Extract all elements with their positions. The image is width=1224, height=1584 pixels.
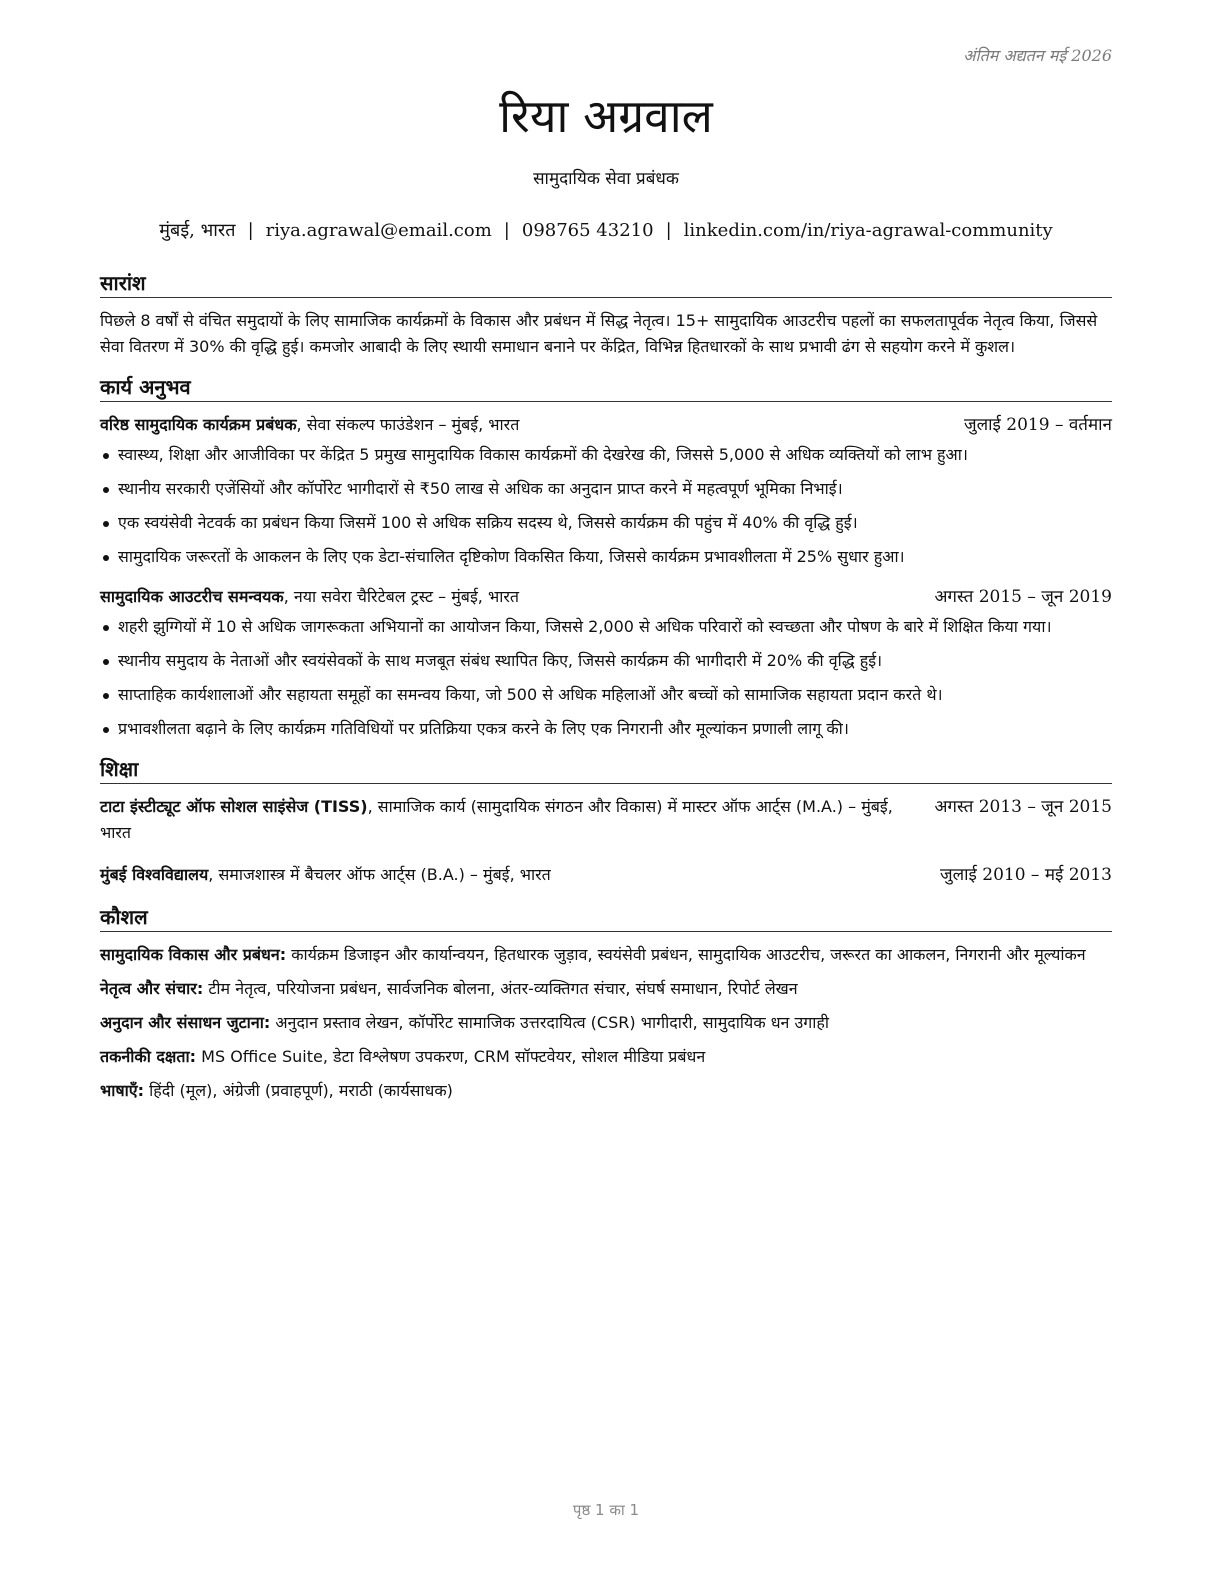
education-institution-detail xyxy=(100,862,940,888)
job-bullets xyxy=(100,442,1112,570)
education-detail: , सामाजिक कार्य (सामुदायिक संगठन और विकास) में मास्टर ऑफ आर्ट्स (M.A.) – मुंबई, भारत xyxy=(100,797,893,842)
job-entry xyxy=(100,412,1112,570)
education-dates: जुलाई 2010 – मई 2013 xyxy=(939,865,1112,885)
job-role: वरिष्ठ सामुदायिक कार्यक्रम प्रबंधक xyxy=(100,415,297,434)
education-entry xyxy=(100,862,1112,888)
education-dates: अगस्त 2013 – जून 2015 xyxy=(934,797,1112,817)
contact-location: मुंबई, भारत xyxy=(159,220,236,241)
summary-text: पिछले 8 वर्षों से वंचित समुदायों के लिए सामाजिक कार्यक्रमों के विकास और प्रबंधन में सिद्ध नेतृत्व। 15+ सामुदायिक आउटरीच पहलों का सफलतापूर्वक नेतृत्व किया, जिससे सेवा वितरण में 30% की वृद्धि हुई। कमजोर आबादी के लिए स्थायी समाधान बनाने पर केंद्रित, विभिन्न हितधारकों के साथ प्रभावी ढंग से सहयोग करने में कुशल। xyxy=(100,311,1098,356)
job-bullet: सामुदायिक जरूरतों के आकलन के लिए एक डेटा-संचालित दृष्टिकोण विकसित किया, जिससे कार्यक्रम प्रभावशीलता में 25% सुधार हुआ। xyxy=(100,544,1112,570)
job-entry xyxy=(100,584,1112,742)
skill-label: तकनीकी दक्षता: xyxy=(100,1047,197,1066)
education-section xyxy=(100,756,1112,888)
resume-body xyxy=(100,270,1112,1112)
skill-value: टीम नेतृत्व, परियोजना प्रबंधन, सार्वजनिक बोलना, अंतर-व्यक्तिगत संचार, संघर्ष समाधान, रिपोर्ट लेखन xyxy=(203,979,798,998)
contact-phone: 098765 43210 xyxy=(521,220,654,241)
skill-value: कार्यक्रम डिजाइन और कार्यान्वयन, हितधारक जुड़ाव, स्वयंसेवी प्रबंधन, सामुदायिक आउटरीच, जरूरत का आकलन, निगरानी और मूल्यांकन xyxy=(286,945,1086,964)
candidate-name: रिया अग्रवाल xyxy=(499,89,713,143)
contact-linkedin[interactable]: linkedin.com/in/riya-agrawal-community xyxy=(683,220,1053,241)
skill-label: अनुदान और संसाधन जुटाना: xyxy=(100,1013,271,1032)
experience-heading: कार्य अनुभव xyxy=(100,374,1112,402)
contact-separator: | xyxy=(247,220,254,241)
job-bullet: स्थानीय सरकारी एजेंसियों और कॉर्पोरेट भागीदारों से ₹50 लाख से अधिक का अनुदान प्राप्त करने में महत्वपूर्ण भूमिका निभाई। xyxy=(100,476,1112,502)
job-dates: अगस्त 2015 – जून 2019 xyxy=(934,587,1112,607)
summary-section xyxy=(100,270,1112,360)
education-institution-detail xyxy=(100,794,934,846)
resume-page xyxy=(100,0,1112,1584)
education-institution: मुंबई विश्वविद्यालय xyxy=(100,865,209,884)
contact-separator: | xyxy=(503,220,510,241)
candidate-title: सामुदायिक सेवा प्रबंधक xyxy=(533,169,679,189)
skill-line xyxy=(100,942,1112,968)
education-institution: टाटा इंस्टीट्यूट ऑफ सोशल साइंसेज (TISS) xyxy=(100,797,368,816)
skills-heading: कौशल xyxy=(100,904,1112,932)
skill-label: नेतृत्व और संचार: xyxy=(100,979,204,998)
skill-line xyxy=(100,1078,1112,1104)
skill-label: भाषाएँ: xyxy=(100,1081,145,1100)
job-role: सामुदायिक आउटरीच समन्वयक xyxy=(100,587,284,606)
skill-value: MS Office Suite, डेटा विश्लेषण उपकरण, CRM सॉफ्टवेयर, सोशल मीडिया प्रबंधन xyxy=(196,1047,706,1066)
job-role-org xyxy=(100,584,934,610)
job-bullets xyxy=(100,614,1112,742)
skill-label: सामुदायिक विकास और प्रबंधन: xyxy=(100,945,287,964)
skills-section xyxy=(100,904,1112,1104)
last-updated-note: अंतिम अद्यतन मई 2026 xyxy=(963,46,1112,65)
job-bullet: साप्ताहिक कार्यशालाओं और सहायता समूहों का समन्वय किया, जो 500 से अधिक महिलाओं और बच्चों को सामाजिक सहायता प्रदान करते थे। xyxy=(100,682,1112,708)
contact-line xyxy=(100,218,1112,242)
job-role-org xyxy=(100,412,964,438)
job-bullet: एक स्वयंसेवी नेटवर्क का प्रबंधन किया जिसमें 100 से अधिक सक्रिय सदस्य थे, जिससे कार्यक्रम की पहुंच में 40% की वृद्धि हुई। xyxy=(100,510,1112,536)
job-bullet: स्थानीय समुदाय के नेताओं और स्वयंसेवकों के साथ मजबूत संबंध स्थापित किए, जिससे कार्यक्रम की भागीदारी में 20% की वृद्धि हुई। xyxy=(100,648,1112,674)
skill-line xyxy=(100,1010,1112,1036)
education-entry xyxy=(100,794,1112,846)
summary-heading: सारांश xyxy=(100,270,1112,298)
job-header xyxy=(100,584,1112,610)
education-detail: , समाजशास्त्र में बैचलर ऑफ आर्ट्स (B.A.) – मुंबई, भारत xyxy=(208,865,551,884)
job-org: , नया सवेरा चैरिटेबल ट्रस्ट – मुंबई, भारत xyxy=(283,587,520,606)
job-dates: जुलाई 2019 – वर्तमान xyxy=(963,415,1112,435)
skill-line xyxy=(100,976,1112,1002)
contact-email[interactable]: riya.agrawal@email.com xyxy=(265,220,492,241)
job-bullet: शहरी झुग्गियों में 10 से अधिक जागरूकता अभियानों का आयोजन किया, जिससे 2,000 से अधिक परिवारों को स्वच्छता और पोषण के बारे में शिक्षित किया गया। xyxy=(100,614,1112,640)
job-bullet: स्वास्थ्य, शिक्षा और आजीविका पर केंद्रित 5 प्रमुख सामुदायिक विकास कार्यक्रमों की देखरेख की, जिससे 5,000 से अधिक व्यक्तियों को लाभ हुआ। xyxy=(100,442,1112,468)
job-header xyxy=(100,412,1112,438)
experience-section xyxy=(100,374,1112,742)
education-heading: शिक्षा xyxy=(100,756,1112,784)
skill-value: हिंदी (मूल), अंग्रेजी (प्रवाहपूर्ण), मराठी (कार्यसाधक) xyxy=(144,1081,453,1100)
contact-separator: | xyxy=(665,220,672,241)
job-bullet: प्रभावशीलता बढ़ाने के लिए कार्यक्रम गतिविधियों पर प्रतिक्रिया एकत्र करने के लिए एक निगरानी और मूल्यांकन प्रणाली लागू की। xyxy=(100,716,1112,742)
page-number: पृष्ठ 1 का 1 xyxy=(572,1501,640,1519)
skill-line xyxy=(100,1044,1112,1070)
job-org: , सेवा संकल्प फाउंडेशन – मुंबई, भारत xyxy=(296,415,520,434)
skill-value: अनुदान प्रस्ताव लेखन, कॉर्पोरेट सामाजिक उत्तरदायित्व (CSR) भागीदारी, सामुदायिक धन उगाही xyxy=(270,1013,830,1032)
